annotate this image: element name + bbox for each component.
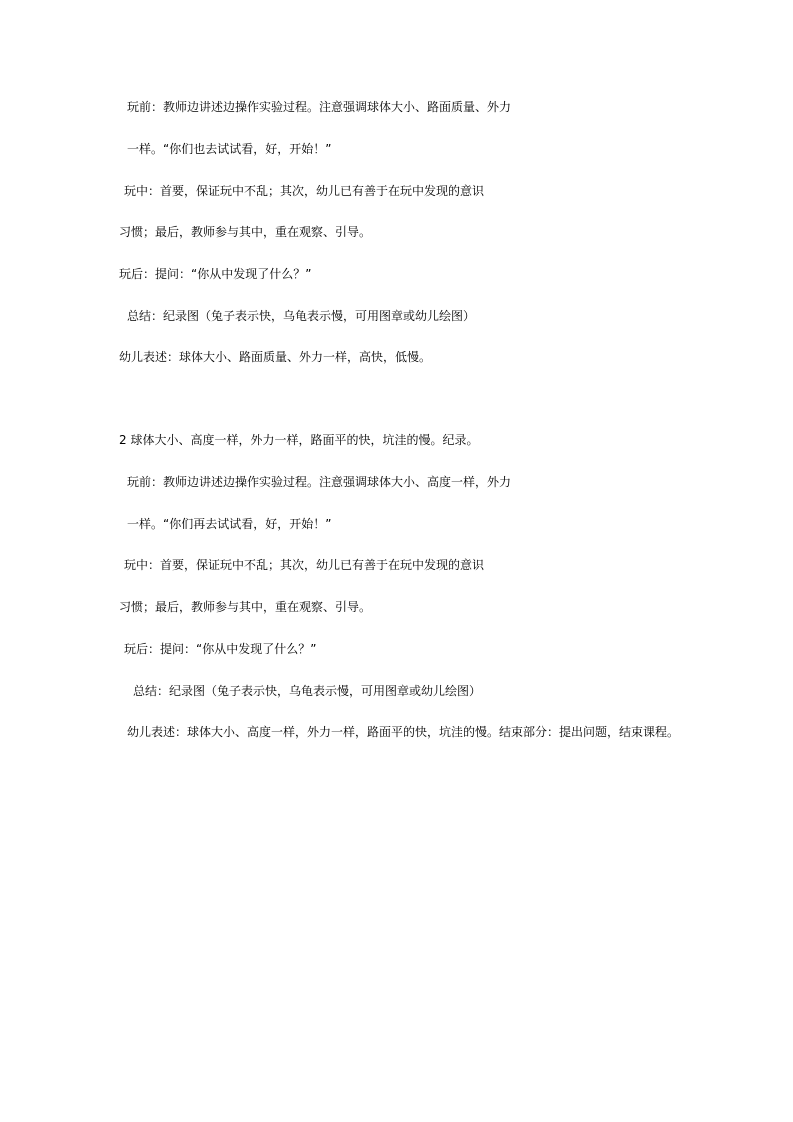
paragraph-line: 2 球体大小、高度一样，外力一样，路面平的快，坑洼的慢。纪录。 [119, 433, 479, 447]
paragraph-line: 玩后：提问：“你从中发现了什么？” [124, 642, 317, 656]
paragraph-line: 玩中：首要，保证玩中不乱；其次，幼儿已有善于在玩中发现的意识 [124, 558, 485, 572]
paragraph-line: 一样。“你们再去试试看，好，开始！” [127, 517, 332, 531]
paragraph-line: 幼儿表述：球体大小、高度一样，外力一样，路面平的快，坑洼的慢。结束部分：提出问题，结束课程。 [127, 725, 680, 739]
paragraph-line: 习惯；最后，教师参与其中，重在观察、引导。 [119, 225, 372, 239]
paragraph-line: 玩中：首要，保证玩中不乱；其次，幼儿已有善于在玩中发现的意识 [124, 184, 485, 198]
paragraph-line: 幼儿表述：球体大小、路面质量、外力一样，高快，低慢。 [119, 350, 432, 364]
paragraph-line: 总结：纪录图（兔子表示快，乌龟表示慢，可用图章或幼儿绘图） [127, 309, 476, 323]
paragraph-line: 习惯；最后，教师参与其中，重在观察、引导。 [119, 600, 372, 614]
paragraph-line: 玩前：教师边讲述边操作实验过程。注意强调球体大小、高度一样，外力 [127, 475, 512, 489]
paragraph-line: 玩后：提问：“你从中发现了什么？” [119, 267, 312, 281]
paragraph-line: 玩前：教师边讲述边操作实验过程。注意强调球体大小、路面质量、外力 [127, 100, 512, 114]
paragraph-line: 一样。“你们也去试试看，好，开始！” [127, 142, 332, 156]
paragraph-line: 总结：纪录图（兔子表示快，乌龟表示慢，可用图章或幼儿绘图） [133, 684, 482, 698]
